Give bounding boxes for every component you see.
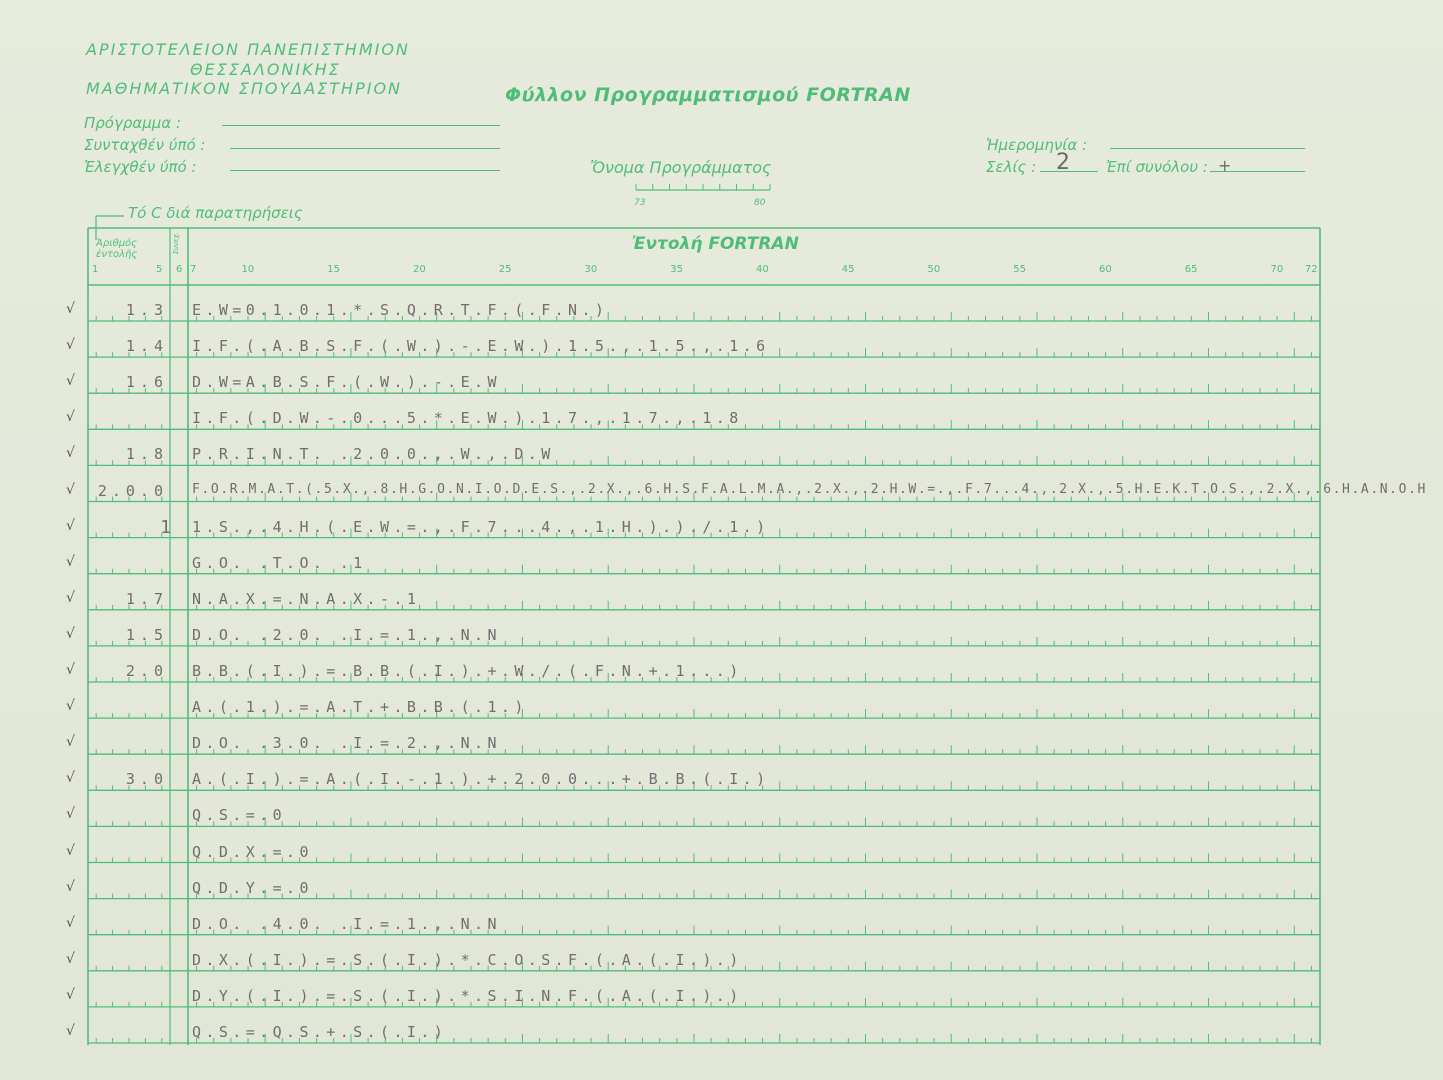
column-number: 6 (176, 264, 183, 275)
column-number: 55 (1013, 264, 1026, 275)
row-checkmark: √ (66, 301, 75, 317)
institution-city: ΘΕΣΣΑΛΟΝΙΚΗΣ (190, 60, 341, 79)
fortran-statement: D.O. .4.0. .I.=.1.,.N.N (192, 914, 501, 933)
fortran-statement: F.O.R.M.A.T.(.5.X.,.8.H.G.O.N.I.O.D.E.S.,.2.X.,.6.H.S.F.A.L.M.A.,.2.X.,.2.H.W.=.,.F.7...4.,.2.X.,.5.H.E.K.T.O.S.,.2.X.,.6.H.A.N.O.H (192, 481, 1427, 497)
fortran-statement: G.O. .T.O. .1 (192, 553, 367, 572)
written-by-label: Συνταχθέν ύπό : (84, 136, 206, 154)
statement-number-label-2: ἐντολῆς (96, 249, 138, 260)
fortran-statement: D.O. .2.0. .I.=.1.,.N.N (192, 625, 501, 644)
row-checkmark: √ (66, 950, 75, 967)
statement-number: 2.0 (125, 662, 168, 680)
column-number: 65 (1184, 264, 1198, 275)
fortran-statement: 1.S.,.4.H.(.E.W.=.,.F.7...4.,.1.H.).)./.1.) (192, 517, 770, 536)
page-number-handwritten: 2 (1056, 150, 1070, 175)
row-checkmark: √ (66, 589, 75, 606)
row-checkmark: √ (66, 734, 75, 751)
column-number: 35 (670, 264, 683, 275)
row-checkmark: √ (66, 481, 75, 498)
row-checkmark: √ (66, 445, 75, 462)
institution-name: ΑΡΙΣΤΟΤΕΛΕΙΟΝ ΠΑΝΕΠΙΣΤΗΜΙΟΝ (86, 40, 410, 59)
program-name-col-end: 80 (754, 198, 766, 208)
row-checkmark: √ (66, 698, 75, 715)
fortran-statement: E.W=0.1.0.1.*.S.Q.R.T.F.(.F.N.) (192, 301, 609, 319)
row-checkmark: √ (66, 986, 75, 1003)
column-number: 10 (241, 264, 255, 275)
checked-by-label: Ἐλεγχθέν ύπό : (84, 158, 197, 176)
fortran-statement: Q.D.Y.=.0 (192, 878, 313, 897)
row-checkmark: √ (66, 409, 75, 426)
row-checkmark: √ (66, 1023, 75, 1039)
continuation-mark: 1 (160, 516, 176, 538)
fortran-statement: Q.S.=.0 (192, 806, 287, 825)
column-number: 72 (1304, 264, 1318, 275)
statement-number: 1.6 (125, 373, 168, 392)
column-number: 45 (841, 264, 855, 275)
statement-number: 2.0.0 (97, 481, 168, 500)
column-number: 7 (190, 264, 197, 275)
row-checkmark: √ (66, 662, 75, 678)
row-checkmark: √ (66, 842, 75, 859)
continuation-label: Συνεχ. (172, 232, 180, 255)
column-number: 30 (584, 264, 598, 275)
fortran-statement: B.B.(.I.).=.B.B.(.I.).+.W./.(.F.N.+.1...) (192, 662, 743, 680)
column-number: 5 (156, 264, 163, 275)
row-checkmark: √ (66, 517, 75, 534)
fortran-statement: D.O. .3.0. .I.=.2.,.N.N (192, 734, 501, 753)
of-total-handwritten: + (1218, 156, 1232, 175)
form-title: Φύλλον Προγραμματισμού FORTRAN (505, 84, 911, 106)
column-number: 50 (927, 264, 941, 275)
program-name-label: Ὄνομα Προγράμματος (590, 158, 772, 177)
fortran-statement: A.(.1.).=.A.T.+.B.B.(.1.) (192, 698, 528, 717)
row-checkmark: √ (66, 914, 75, 931)
of-total-label: Ἐπί συνόλου : (1106, 158, 1208, 176)
row-checkmark: √ (66, 878, 75, 895)
statement-number: 3.0 (125, 770, 168, 789)
row-checkmark: √ (66, 373, 75, 390)
program-label: Πρόγραμμα : (84, 114, 182, 132)
fortran-statement: D.X.(.I.).=.S.(.I.).*.C.O.S.F.(.A.(.I.).) (192, 950, 743, 969)
statement-number: 1.8 (125, 445, 168, 464)
fortran-statement: Q.D.X.=.0 (192, 842, 313, 861)
statement-number: 1.4 (125, 337, 168, 356)
date-label: Ἡμερομηνία : (986, 136, 1088, 154)
statement-column-label: Ἐντολή FORTRAN (632, 234, 799, 254)
fortran-statement: P.R.I.N.T. .2.0.0.,.W.,.D.W (192, 445, 555, 464)
row-checkmark: √ (66, 553, 75, 570)
fortran-statement: A.(.I.).=.A.(.I.-.1.).+.2.0.0...+.B.B.(.I.) (192, 770, 770, 789)
column-number: 15 (327, 264, 340, 275)
statement-number: 1.5 (125, 625, 168, 644)
fortran-statement: D.Y.(.I.).=.S.(.I.).*.S.I.N.F.(.A.(.I.).) (192, 986, 743, 1005)
fortran-statement: N.A.X.=.N.A.X.-.1 (192, 589, 421, 608)
column-number: 60 (1099, 264, 1112, 275)
fortran-statement: I.F.(.A.B.S.F.(.W.).-.E.W.).1.5.,.1.5.,.1.6 (192, 337, 770, 356)
column-number: 1 (92, 264, 99, 275)
column-number: 25 (498, 264, 512, 275)
column-number: 70 (1270, 264, 1284, 275)
column-number: 20 (412, 264, 426, 275)
row-checkmark: √ (66, 625, 75, 642)
statement-number-label-1: Ἀριθμός (96, 238, 138, 249)
fortran-statement: I.F.(.D.W.-.0...5.*.E.W.).1.7.,.1.7.,.1.8 (192, 409, 743, 428)
row-checkmark: √ (66, 337, 75, 354)
statement-number: 1.7 (125, 589, 168, 608)
fortran-statement: Q.S.=.Q.S.+.S.(.I.) (192, 1023, 448, 1041)
column-number: 40 (756, 264, 769, 275)
row-checkmark: √ (66, 770, 75, 787)
statement-number: 1.3 (125, 301, 168, 319)
page-label: Σελίς : (986, 158, 1037, 176)
fortran-statement: D.W=A.B.S.F.(.W.).-.E.W (192, 373, 501, 392)
institution-department: ΜΑΘΗΜΑΤΙΚΟΝ ΣΠΟΥΔΑΣΤΗΡΙΟΝ (86, 79, 402, 98)
comment-note: Tό C διά παρατηρήσεις (128, 204, 303, 222)
program-name-col-start: 73 (634, 198, 646, 208)
row-checkmark: √ (66, 806, 75, 823)
